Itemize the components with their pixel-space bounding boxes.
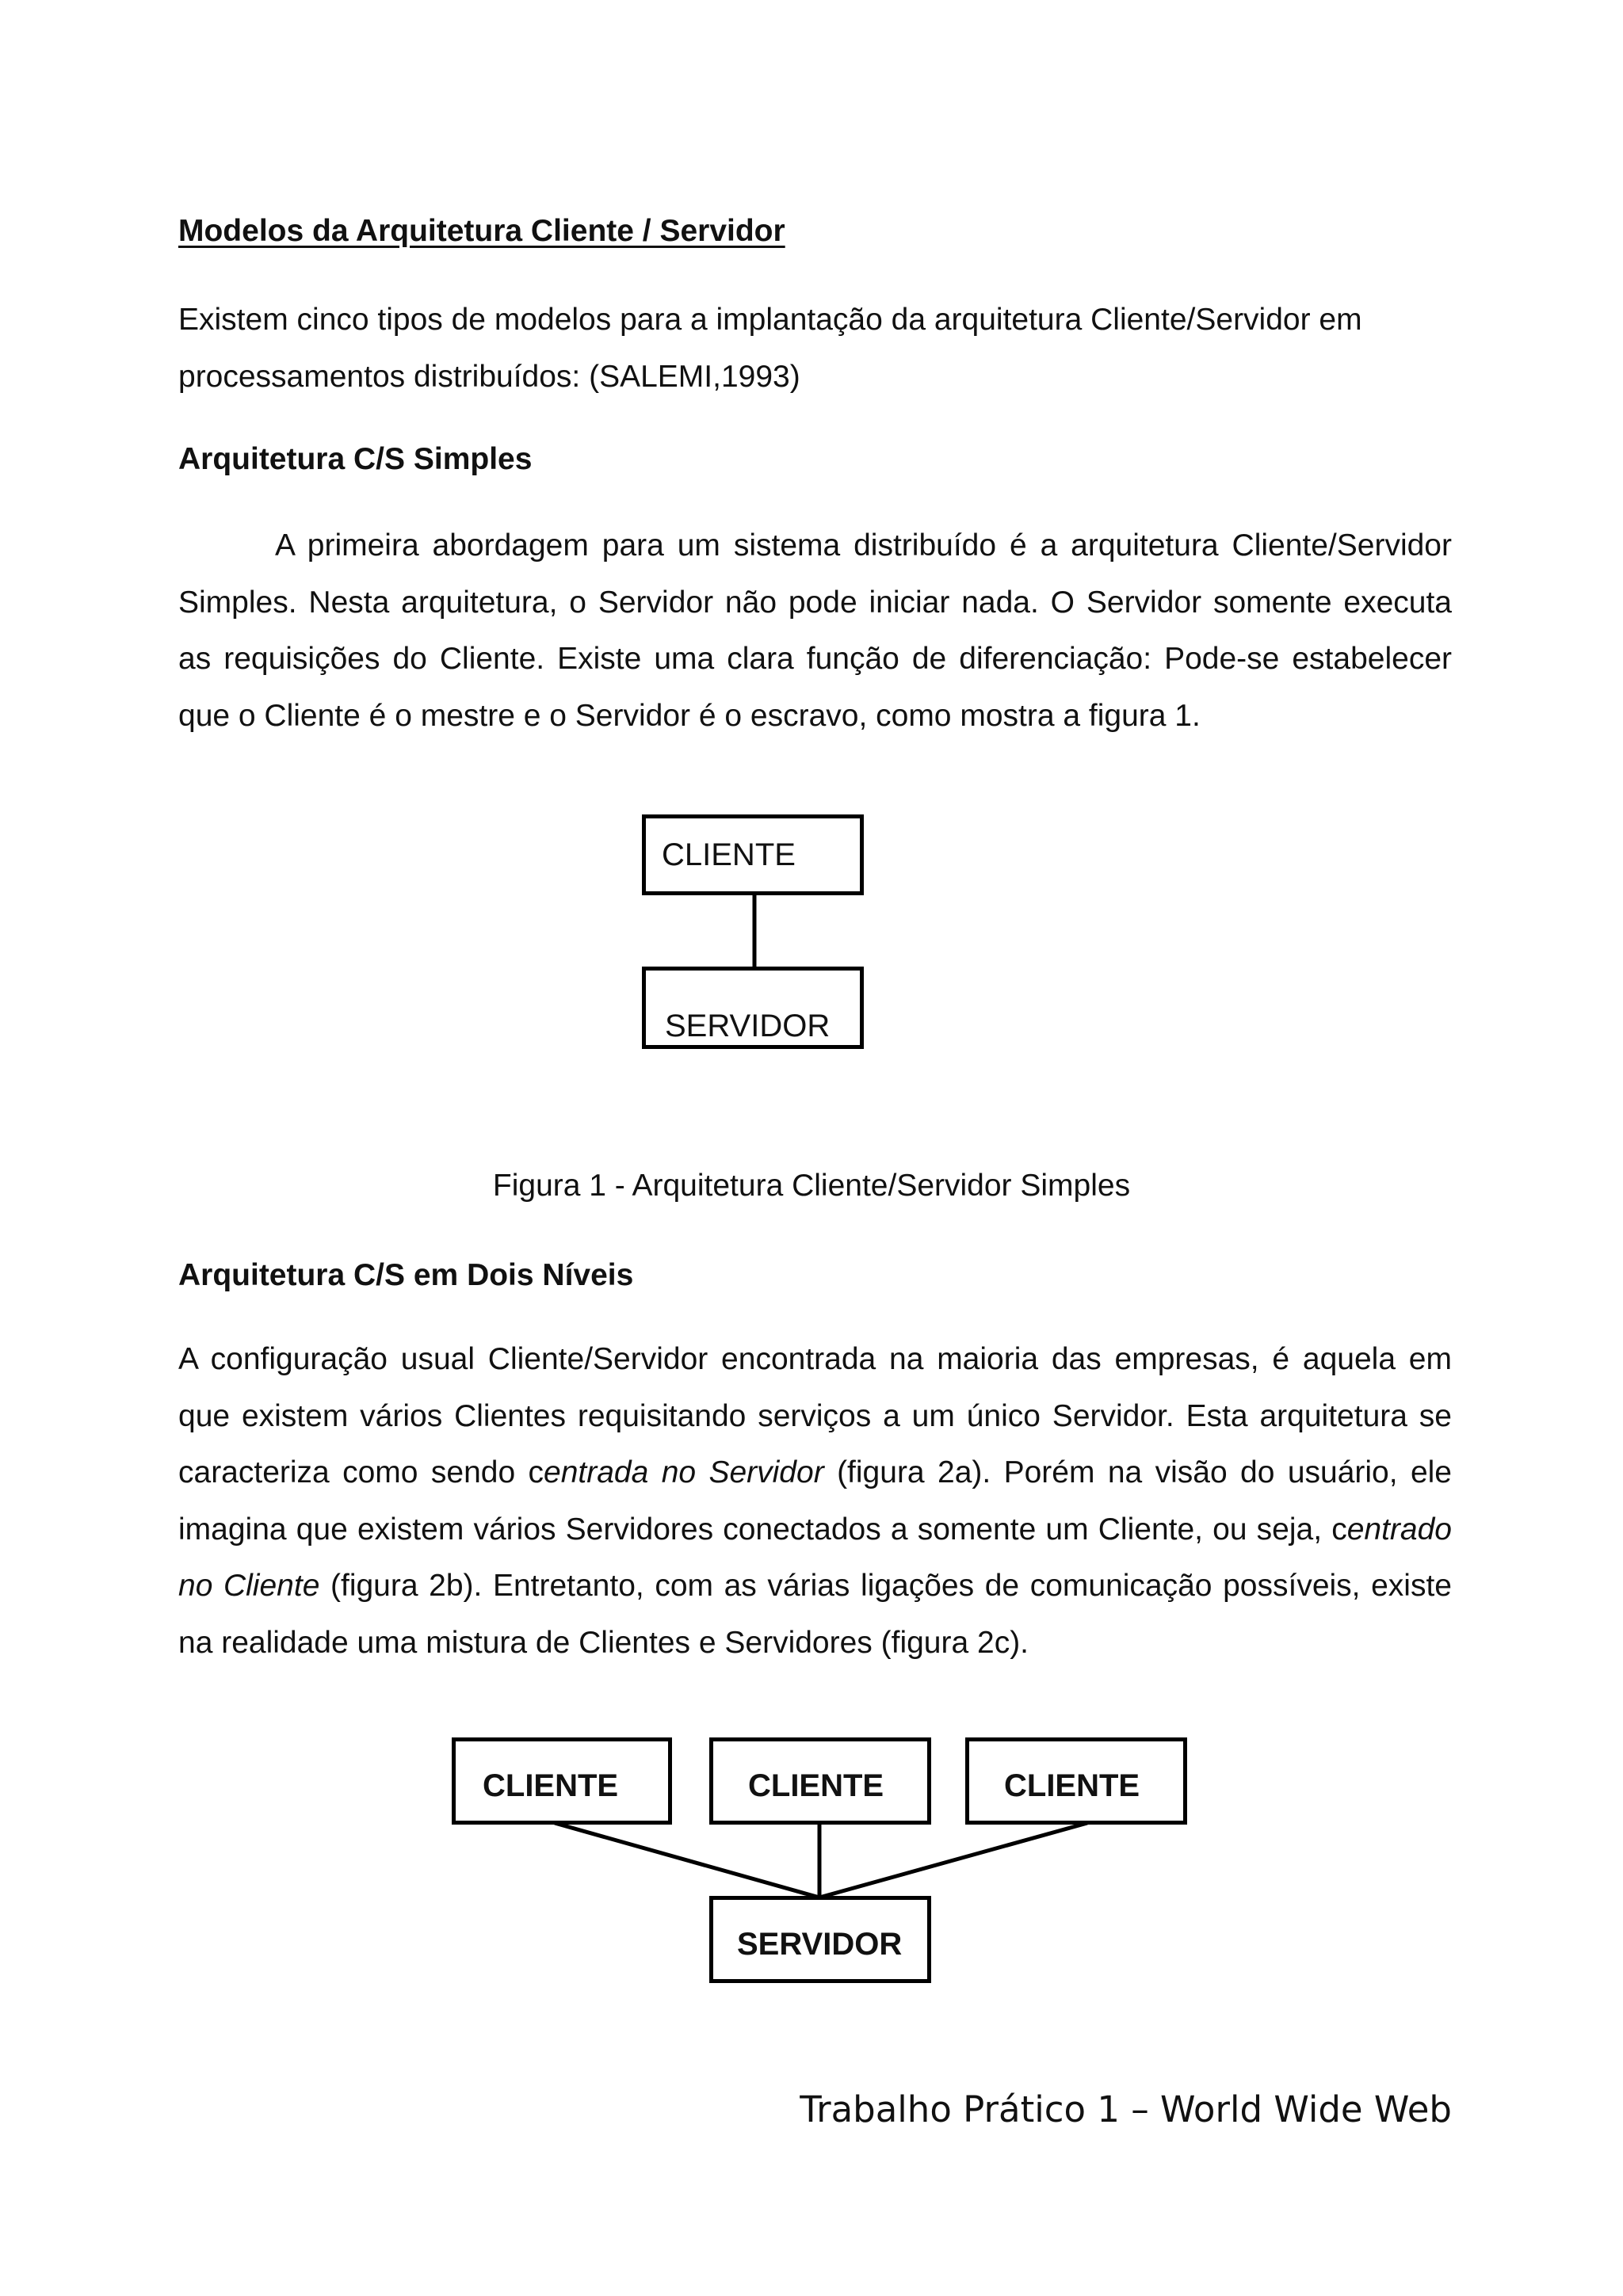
figure1-client-box — [642, 814, 864, 895]
figure2-connector-left — [555, 1823, 819, 1897]
figure2-server-label: SERVIDOR — [737, 1927, 903, 1962]
figure1-caption: Figura 1 - Arquitetura Cliente/Servidor Simples — [492, 1169, 1131, 1203]
figure1-server-box — [642, 967, 864, 1049]
figure2-client-label: CLIENTE — [748, 1768, 884, 1803]
figure1-client-label: CLIENTE — [662, 837, 796, 872]
emphasis-text: entrado no Cliente — [178, 1512, 1452, 1603]
section-paragraph-two-levels — [178, 1331, 1452, 1671]
paragraph-text: (figura 2a). Porém na visão do usuário, ele imagina que existem vários Servidores conectados a somente um Cliente, ou seja, c — [178, 1455, 1452, 1547]
figure2-server-box — [709, 1896, 931, 1983]
figure2-client-box — [452, 1737, 672, 1825]
section-heading-simple: Arquitetura C/S Simples — [178, 442, 533, 476]
figure2-client-label: CLIENTE — [483, 1768, 619, 1803]
intro-paragraph: Existem cinco tipos de modelos para a implantação da arquitetura Cliente/Servidor em processamentos distribuídos: (SALEMI,1993) — [178, 303, 1362, 394]
figure1-server-label: SERVIDOR — [665, 1009, 831, 1043]
section-heading-two-levels: Arquitetura C/S em Dois Níveis — [178, 1258, 634, 1292]
figure2-client-label: CLIENTE — [1004, 1768, 1140, 1803]
section-paragraph-simple: A primeira abordagem para um sistema distribuído é a arquitetura Cliente/Servidor Simples. Nesta arquitetura, o Servidor não pode iniciar nada. O Servidor somente executa as requisições do Cliente. Existe uma clara função de diferenciação: Pode-se estabelecer que o Cliente é o mestre e o Servidor é o escravo, como mostra a figura 1. — [178, 528, 1452, 733]
page-footer: Trabalho Prático 1 – World Wide Web — [800, 2088, 1452, 2130]
paragraph-text: (figura 2b). Entretanto, com as várias ligações de comunicação possíveis, existe na realidade uma mistura de Clientes e Servidores (figura 2c). — [178, 1569, 1452, 1660]
paragraph-text: A configuração usual Cliente/Servidor encontrada na maioria das empresas, é aquela em que existem vários Clientes requisitando serviços a um único Servidor. Esta arquitetura se caracteriza como sendo c — [178, 1342, 1452, 1489]
page-title: Modelos da Arquitetura Cliente / Servidor — [178, 214, 785, 248]
figure2-client-box — [965, 1737, 1187, 1825]
figure2-client-box — [709, 1737, 931, 1825]
emphasis-text: entrada no Servidor — [544, 1455, 824, 1489]
figure2-connector-right — [819, 1823, 1087, 1897]
